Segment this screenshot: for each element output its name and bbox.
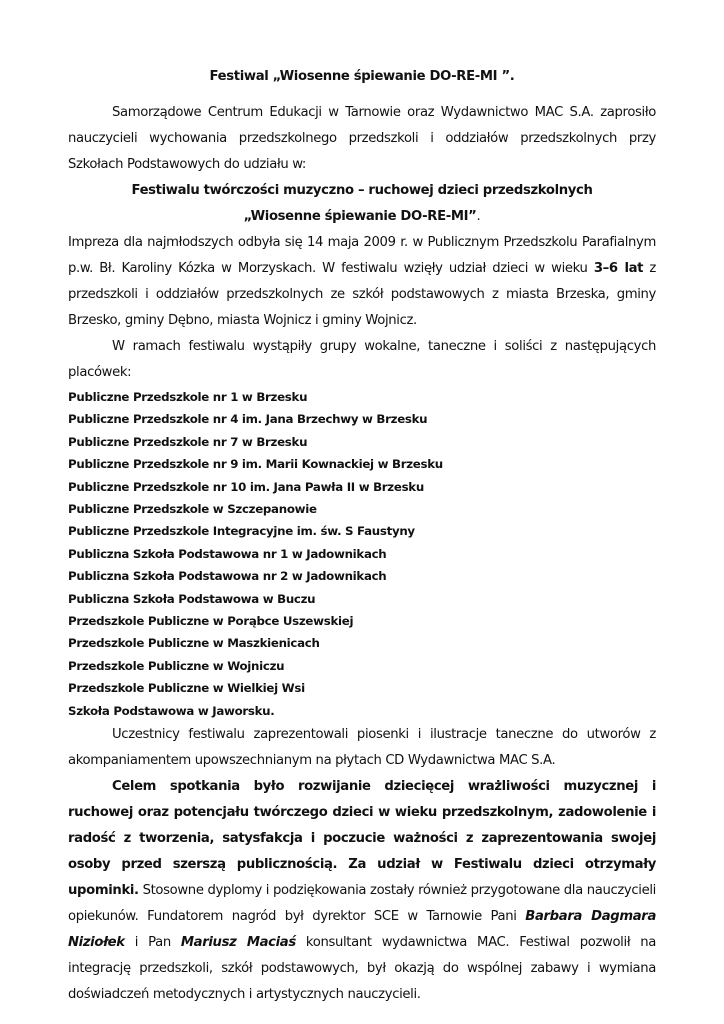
heading-period: . [476, 209, 481, 224]
list-item: Publiczne Przedszkole nr 1 w Brzesku [68, 390, 308, 404]
intro-paragraph: Samorządowe Centrum Edukacji w Tarnowie oraz Wydawnictwo MAC S.A. zaprosiło nauczycieli wychowania przedszkolnego przedszkoli i oddziałów przedszkolnych przy Szkołach Podstawowych do udziału w: [68, 105, 656, 172]
list-item: Publiczna Szkoła Podstawowa nr 1 w Jadownikach [68, 546, 387, 561]
list-item: Szkoła Podstawowa w Jaworsku. [68, 703, 275, 718]
document-page [68, 64, 656, 1008]
list-item: Przedszkole Publiczne w Maszkienicach [68, 636, 320, 651]
thanks-text-a: Stosowne dyplomy i podziękowania zostały również przygotowane dla nauczycieli opiekunów. Fundatorem nagród był dyrektor SCE w Tarnowie Pani [68, 883, 656, 925]
festival-name: „Wiosenne śpiewanie DO-RE-MI” [243, 209, 477, 224]
list-item: Przedszkole Publiczne w Porąbce Uszewskiej [68, 614, 354, 629]
festival-heading-line2 [68, 204, 656, 230]
thanks-text-b: i Pan [124, 935, 181, 951]
list-item: Publiczna Szkoła Podstawowa w Buczu [68, 591, 316, 606]
event-text-a: Impreza dla najmłodszych odbyła się 14 maja 2009 r. w Publicznym Przedszkolu Parafialnym p.w. Bł. Karoliny Kózka w Morzyskach. W festiwalu wzięły udział dzieci w wieku [68, 235, 656, 276]
age-range: 3–6 lat [593, 261, 644, 276]
list-item: Przedszkole Publiczne w Wojniczu [68, 658, 285, 673]
document-title: Festiwal „Wiosenne śpiewanie DO-RE-MI ”. [209, 69, 515, 84]
director-name: Barbara Dagmara Niziołek [68, 909, 656, 951]
list-item: Przedszkole Publiczne w Wielkiej Wsi [68, 681, 305, 696]
list-item: Publiczne Przedszkole nr 7 w Brzesku [68, 434, 308, 449]
goal-paragraph [68, 774, 656, 1008]
institutions-list [68, 386, 656, 722]
list-item: Publiczne Przedszkole w Szczepanowie [68, 502, 317, 517]
list-item: Publiczne Przedszkole nr 9 im. Marii Kownackiej w Brzesku [68, 457, 443, 472]
thanks-text-c: konsultant wydawnictwa MAC. Festiwal pozwolił na integrację przedszkoli, szkół podstawowych, był okazją do wspólnej zabawy i wymiana doświadczeń metodycznych i artystycznych nauczycieli. [68, 935, 656, 1003]
list-item: Publiczne Przedszkole Integracyjne im. św. S Faustyny [68, 524, 415, 539]
festival-heading-line1: Festiwalu twórczości muzyczno – ruchowej dzieci przedszkolnych [131, 183, 593, 198]
performance-paragraph: Uczestnicy festiwalu zaprezentowali piosenki i ilustracje taneczne do utworów z akompaniamentem upowszechnianym na płytach CD Wydawnictwa MAC S.A. [68, 727, 656, 769]
consultant-name: Mariusz Maciaś [180, 935, 296, 951]
list-item: Publiczne Przedszkole nr 4 im. Jana Brzechwy w Brzesku [68, 412, 428, 427]
list-item: Publiczne Przedszkole nr 10 im. Jana Pawła II w Brzesku [68, 479, 424, 494]
event-paragraph [68, 230, 656, 334]
list-item: Publiczna Szkoła Podstawowa nr 2 w Jadownikach [68, 569, 387, 584]
event-text-b: z przedszkoli i oddziałów przedszkolnych ze szkół podstawowych z miasta Brzeska, gminy Brzesko, gminy Dębno, miasta Wojnicz i gminy Wojnicz. [68, 261, 656, 328]
participants-intro: W ramach festiwalu wystąpiły grupy wokalne, taneczne i soliści z następujących placówek: [68, 339, 656, 380]
goal-text: Celem spotkania było rozwijanie dziecięcej wrażliwości muzycznej i ruchowej oraz potencjału twórczego dzieci w wieku przedszkolnym, zadowolenie i radość z tworzenia, satysfakcja i poczucie ważności z zaprezentowania swojej osoby przed szerszą publicznością. Za udział w Festiwalu dzieci otrzymały upominki. [68, 779, 656, 899]
